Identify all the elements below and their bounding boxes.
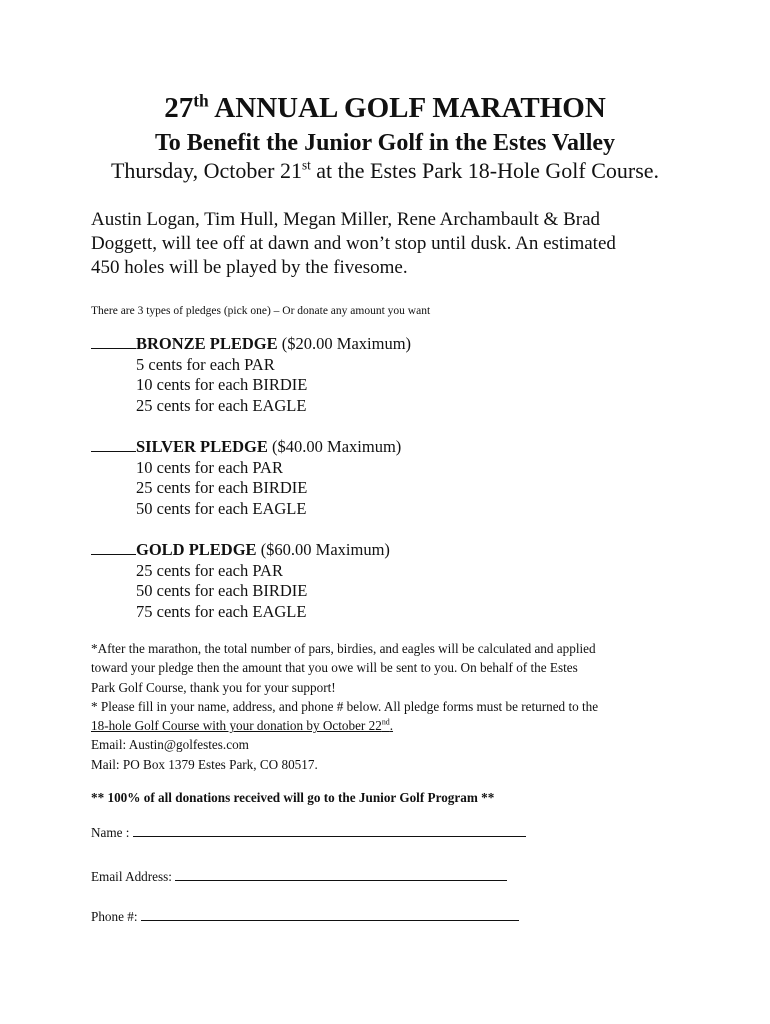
bronze-pledge-block [91,334,411,417]
title-ordinal-suffix: th [193,90,209,111]
bronze-pledge-blank[interactable] [91,334,136,349]
dateline-suffix: st [301,157,311,173]
footnotes [91,639,691,774]
footnote-line: Park Golf Course, thank you for your support! [91,679,336,695]
phone-label: Phone #: [91,909,141,924]
dateline-after: at the Estes Park 18-Hole Golf Course. [310,158,660,183]
name-field-row [91,824,526,841]
dateline-before: Thursday, October 21 [110,158,302,183]
gold-pledge-block [91,540,390,623]
bronze-pledge-name: BRONZE PLEDGE [136,334,278,353]
pledge-rate: 25 cents for each BIRDIE [136,478,308,498]
title-ordinal-number: 27 [164,92,194,124]
pledge-rate: 25 cents for each PAR [136,560,283,580]
pledge-rate: 50 cents for each BIRDIE [136,581,308,601]
footnote-line: * Please fill in your name, address, and phone # below. All pledge forms must be returned to the [91,698,599,714]
return-deadline-line [91,716,691,735]
name-label: Name : [91,825,133,840]
gold-pledge-name: GOLD PLEDGE [136,540,257,559]
deadline-suffix: nd [381,717,390,727]
pledge-types-note: There are 3 types of pledges (pick one) – Or donate any amount you want [91,305,431,317]
document-title [0,92,770,125]
contact-email: Email: Austin@golfestes.com [91,737,249,753]
pledge-rate: 25 cents for each EAGLE [136,396,307,416]
phone-field[interactable] [141,908,519,921]
deadline-after: . [389,718,394,734]
gold-pledge-blank[interactable] [91,540,136,555]
silver-pledge-name: SILVER PLEDGE [136,437,268,456]
intro-line: 450 holes will be played by the fivesome. [91,257,408,278]
email-address-field[interactable] [175,868,507,881]
email-field-row [91,868,507,885]
email-address-label: Email Address: [91,869,176,884]
silver-pledge-max: ($40.00 Maximum) [267,437,402,456]
intro-paragraph [91,208,691,280]
document-subtitle: To Benefit the Junior Golf in the Estes Valley [154,130,616,156]
bronze-pledge-max: ($20.00 Maximum) [277,334,412,353]
pledge-rate: 50 cents for each EAGLE [136,499,307,519]
footnote-line: *After the marathon, the total number of pars, birdies, and eagles will be calculated and applied [91,641,596,656]
gold-pledge-max: ($60.00 Maximum) [256,540,390,559]
name-field[interactable] [133,824,526,837]
deadline-before: 18-hole Golf Course with your donation by October 22 [91,718,382,734]
pledge-rate: 10 cents for each BIRDIE [136,375,308,395]
event-dateline [0,158,770,184]
pledge-rate: 5 cents for each PAR [136,354,275,374]
title-text: ANNUAL GOLF MARATHON [208,92,606,124]
phone-field-row [91,908,519,925]
intro-line: Doggett, will tee off at dawn and won’t stop until dusk. An estimated [91,233,616,254]
donation-note: ** 100% of all donations received will go to the Junior Golf Program ** [91,790,495,805]
silver-pledge-block [91,437,401,520]
pledge-rate: 75 cents for each EAGLE [136,602,307,622]
silver-pledge-blank[interactable] [91,437,136,452]
intro-line: Austin Logan, Tim Hull, Megan Miller, Rene Archambault & Brad [91,209,601,230]
contact-mail: Mail: PO Box 1379 Estes Park, CO 80517. [91,756,318,772]
pledge-rate: 10 cents for each PAR [136,457,283,477]
footnote-line: toward your pledge then the amount that you owe will be sent to you. On behalf of the Estes [91,660,578,676]
